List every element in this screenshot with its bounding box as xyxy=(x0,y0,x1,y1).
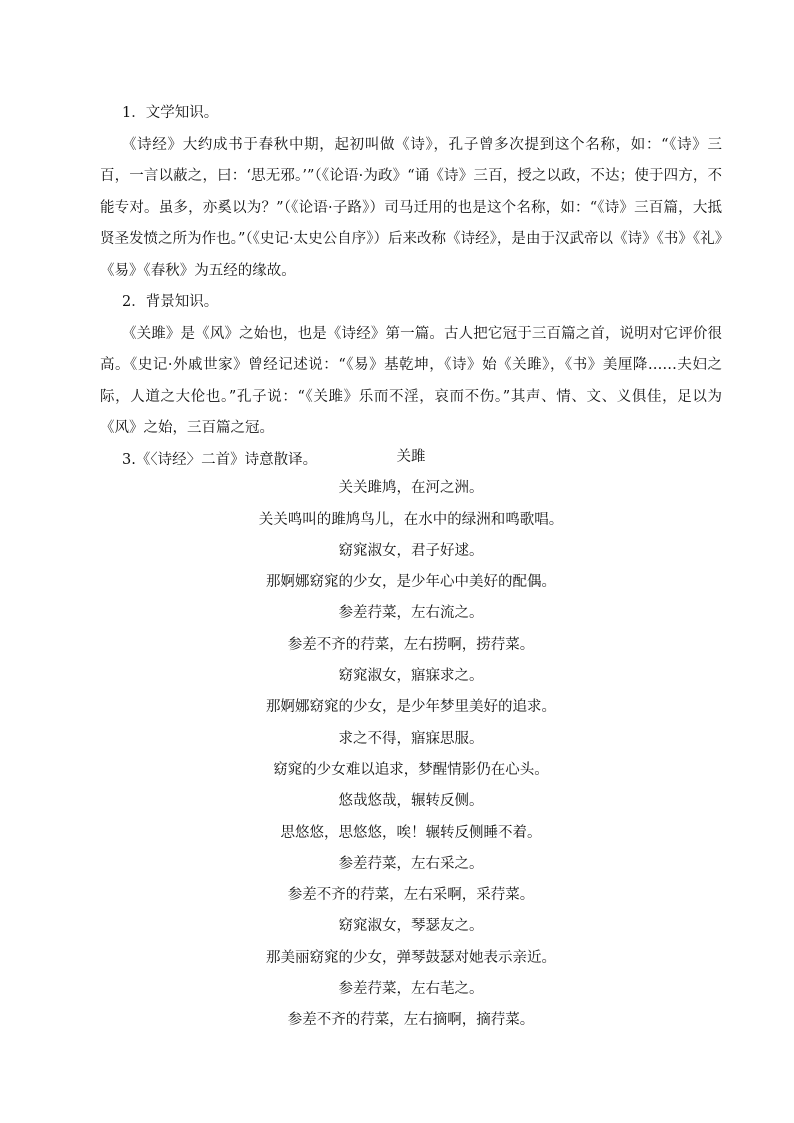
poem-line: 参差荇菜，左右流之。 xyxy=(338,605,484,622)
section-2-body: 《关雎》是《风》之始也，也是《诗经》第一篇。古人把它冠于三百篇之首，说明对它评价很高。《史记·外戚世家》曾经记述说：“《易》基乾坤，《诗》始《关雎》，《书》美厘降……夫妇之际，人道之大伦也。”孔子说：“《关雎》乐而不淫，哀而不伤。”其声、情、文、义俱佳，足以为《风》之始，三百篇之冠。 xyxy=(100,325,722,436)
poem-line: 那美丽窈窕的少女，弹琴鼓瑟对她表示亲近。 xyxy=(266,949,556,966)
poem-line: 那婀娜窈窕的少女，是少年梦里美好的追求。 xyxy=(266,699,556,716)
section-1-body: 《诗经》大约成书于春秋中期，起初叫做《诗》，孔子曾多次提到这个名称，如：“《诗》三百，一言以蔽之，曰：‘思无邪。’”（《论语·为政》“诵《诗》三百，授之以政，不达；使于四方，不能专对。虽多，亦奚以为？”（《论语·子路》）司马迁用的也是这个名称，如：“《诗》三百篇，大抵贤圣发愤之所为作也。”（《史记·太史公自序》）后来改称《诗经》，是由于汉武帝以《诗》《书》《礼》《易》《春秋》为五经的缘故。 xyxy=(100,136,722,279)
poem-line: 那婀娜窈窕的少女，是少年心中美好的配偶。 xyxy=(266,574,556,591)
poem-line: 参差不齐的荇菜，左右摘啊，摘荇菜。 xyxy=(287,1012,535,1029)
poem-line: 求之不得，寤寐思服。 xyxy=(338,730,484,747)
section-2-heading: 2．背景知识。 xyxy=(122,294,219,310)
poem-line: 悠哉悠哉，辗转反侧。 xyxy=(338,793,484,810)
poem-block xyxy=(70,442,752,1037)
poem-line: 窈窕淑女，寤寐求之。 xyxy=(338,668,484,685)
poem-line: 思悠悠，思悠悠，唉！辗转反侧睡不着。 xyxy=(280,824,542,841)
section-3-heading: 3.《〈诗经〉二首》诗意散译。 xyxy=(122,451,318,468)
poem-line: 参差荇菜，左右采之。 xyxy=(338,855,484,872)
poem-line: 关关鸣叫的雎鸠鸟儿，在水中的绿洲和鸣歌唱。 xyxy=(258,511,564,528)
document-body xyxy=(100,98,722,476)
poem-line: 窈窕淑女，琴瑟友之。 xyxy=(338,918,484,935)
poem-title: 关雎 xyxy=(396,449,426,465)
poem-line: 关关雎鸠，在河之洲。 xyxy=(338,480,484,497)
poem-line: 参差不齐的荇菜，左右捞啊，捞荇菜。 xyxy=(287,636,535,653)
poem-line: 窈窕淑女，君子好逑。 xyxy=(338,542,484,559)
poem-line: 参差荇菜，左右芼之。 xyxy=(338,981,484,998)
poem-line: 窈窕的少女难以追求，梦醒情影仍在心头。 xyxy=(273,761,549,778)
poem-line: 参差不齐的荇菜，左右采啊，采荇菜。 xyxy=(287,887,535,904)
section-1-heading: 1．文学知识。 xyxy=(122,105,219,121)
